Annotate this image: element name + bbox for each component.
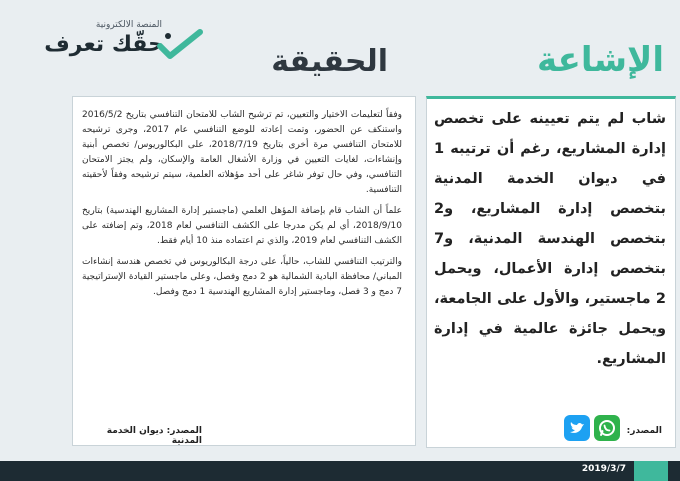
checkmark-icon: [156, 28, 204, 62]
footer-accent: [634, 461, 668, 481]
rumor-source: المصدر:: [626, 426, 662, 436]
fact-heading: الحقيقة: [271, 44, 388, 79]
fact-paragraph: والترتيب التنافسي للشاب، حالياً، على درجة البكالوريوس في تخصص هندسة إنشاءات المباني/ محافظة البادية الشمالية هو 2 دمج وفصل، وعلى ماجستير القيادة الإستراتيجية 7 دمج و 3 فصل، وماجستير إدارة المشاريع الهندسية 1 دمج وفصل.: [82, 257, 402, 297]
logo-name: حقّك تعرف: [44, 32, 164, 57]
rumor-text: شاب لم يتم تعيينه على تخصص إدارة المشاريع، رغم أن ترتيبه 1 في ديوان الخدمة المدنية بتخصص إدارة المشاريع، و2 بتخصص الهندسة المدنية، و7 بتخصص إدارة الأعمال، ويحمل 2 ماجستير، والأول على الجامعة، ويحمل جائزة عالمية في إدارة المشاريع.: [434, 111, 666, 367]
fact-text: [82, 108, 402, 306]
whatsapp-icon[interactable]: [594, 415, 620, 441]
footer-bar: [0, 461, 680, 481]
logo-subtitle: المنصة الالكترونية: [95, 20, 162, 30]
rumor-heading: الإشاعة: [536, 40, 664, 80]
date-label: 2019/3/7: [581, 464, 626, 474]
fact-paragraph: علماً أن الشاب قام بإضافة المؤهل العلمي (ماجستير إدارة المشاريع الهندسية) بتاريخ 2018/9/10، أي لم يكن مدرجا على الكشف التنافسي لعام 2018، وتم إضافته على الكشف التنافسي لعام 2019، والذي تم اعتماده منذ 10 أيام فقط.: [82, 206, 402, 246]
fact-paragraph: وفقاً لتعليمات الاختيار والتعيين، تم ترشيح الشاب للامتحان التنافسي بتاريخ 2016/5/2 واستنكف عن الحضور، وتمت إعادته للوضع التنافسي عام 2017، وجرى ترشيحه للامتحان التنافسي مرة أخرى بتاريخ 2018/7/19، على البكالوريوس/ تخصص أبنية وإنشاءات، لغايات التعيين في وزارة الأشغال العامة والإسكان، ولم يجتز الامتحان التنافسي، وفي حال توفر شاغر على أحد مؤهلاته العلمية، سيتم ترشيحه وفقاً لأحقيته التنافسية.: [82, 110, 402, 195]
logo: [34, 18, 204, 68]
fact-source: المصدر: ديوان الخدمة المدنية: [106, 426, 202, 446]
twitter-icon[interactable]: [564, 415, 590, 441]
